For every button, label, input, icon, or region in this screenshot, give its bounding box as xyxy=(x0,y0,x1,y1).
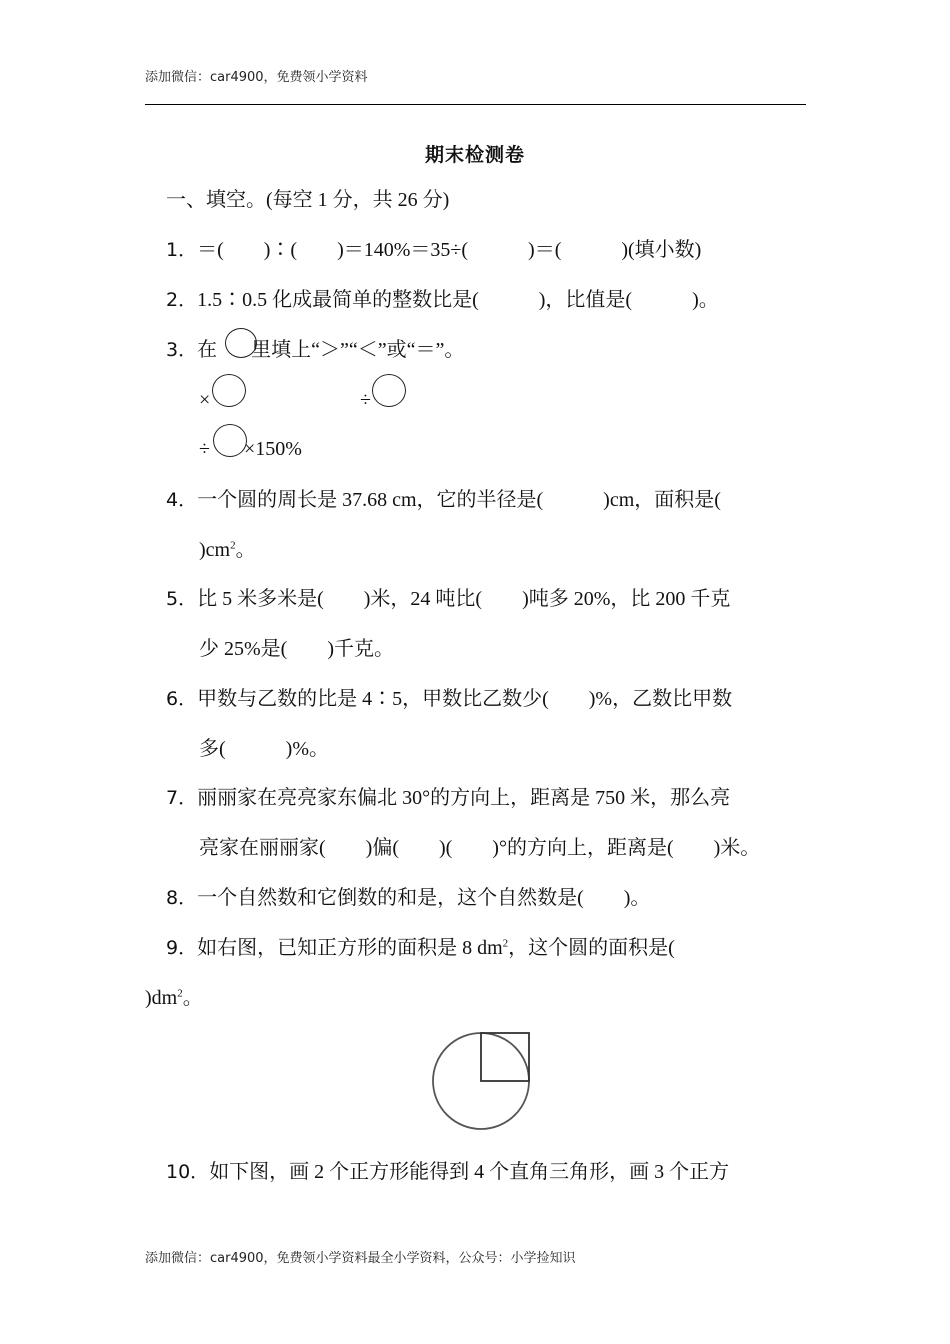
question-9-cont xyxy=(145,986,203,1010)
question-text: 1.5∶0.5 化成最简单的整数比是( )，比值是( )。 xyxy=(197,289,719,311)
question-7 xyxy=(166,786,730,810)
question-number: 1． xyxy=(166,239,198,261)
question-number: 4． xyxy=(166,489,198,511)
footer-text: 添加微信：car4900，免费领小学资料最全小学资料，公众号：小学捡知识 xyxy=(145,1251,576,1266)
q3-row2-right: ×150% xyxy=(243,438,302,460)
question-text: 丽丽家在亮亮家东偏北 30°的方向上，距离是 750 米，那么亮 xyxy=(197,787,731,809)
question-text: 如右图，已知正方形的面积是 8 dm xyxy=(197,937,503,959)
question-4 xyxy=(166,488,721,512)
question-number: 9． xyxy=(166,937,198,959)
compare-circle-icon xyxy=(213,424,247,457)
question-number: 7． xyxy=(166,787,198,809)
question-text: 里填上“＞”“＜”或“＝”。 xyxy=(251,339,465,361)
question-text: 。 xyxy=(182,987,203,1009)
question-number: 10． xyxy=(166,1161,210,1183)
question-10 xyxy=(166,1160,729,1184)
question-number: 6． xyxy=(166,688,198,710)
question-text: 。 xyxy=(235,539,256,561)
question-3 xyxy=(166,338,464,362)
header-divider xyxy=(145,104,806,105)
compare-circle-icon xyxy=(225,328,257,358)
question-9 xyxy=(166,936,675,960)
question-text: 如下图，画 2 个正方形能得到 4 个直角三角形，画 3 个正方 xyxy=(209,1161,730,1183)
section-heading: 一、填空。(每空 1 分，共 26 分) xyxy=(166,189,450,211)
question-text: )cm xyxy=(199,539,231,561)
q3-row1-left: × xyxy=(199,389,211,411)
compare-circle-icon xyxy=(212,374,246,407)
compare-circle-icon xyxy=(372,374,406,407)
question-text: ＝( )∶( )＝140%＝35÷( )＝( )(填小数) xyxy=(197,239,702,261)
question-text: 一个自然数和它倒数的和是，这个自然数是( )。 xyxy=(197,887,651,909)
question-text: 在 xyxy=(197,339,218,361)
page-title: 期末检测卷 xyxy=(424,144,525,166)
q3-row1-right: ÷ xyxy=(360,389,371,411)
question-6 xyxy=(166,687,732,711)
question-text: 比 5 米多米是( )米，24 吨比( )吨多 20%，比 200 千克 xyxy=(197,588,731,610)
superscript: 2 xyxy=(177,987,183,1000)
superscript: 2 xyxy=(502,937,509,950)
header-text: 添加微信：car4900，免费领小学资料 xyxy=(145,70,368,85)
question-text: )dm xyxy=(145,987,178,1009)
question-text: 甲数与乙数的比是 4∶5，甲数比乙数少( )%，乙数比甲数 xyxy=(197,688,733,710)
question-4-cont xyxy=(199,538,256,562)
question-5 xyxy=(166,587,730,611)
question-2 xyxy=(166,288,719,312)
question-number: 3． xyxy=(166,339,198,361)
superscript: 2 xyxy=(230,539,236,552)
question-number: 5． xyxy=(166,588,198,610)
question-number: 8． xyxy=(166,887,198,909)
question-6-cont: 多( )%。 xyxy=(199,738,329,760)
question-5-cont: 少 25%是( )千克。 xyxy=(199,638,394,660)
question-1 xyxy=(166,238,701,262)
question-text: 一个圆的周长是 37.68 cm，它的半径是( )cm，面积是( xyxy=(197,489,721,511)
question-8 xyxy=(166,886,650,910)
q3-row2-left: ÷ xyxy=(199,438,210,460)
question-number: 2． xyxy=(166,289,198,311)
question-7-cont: 亮家在丽丽家( )偏( )( )°的方向上，距离是( )米。 xyxy=(199,837,761,859)
question-text: ，这个圆的面积是( xyxy=(508,937,675,959)
circle-square-figure xyxy=(420,1026,540,1136)
